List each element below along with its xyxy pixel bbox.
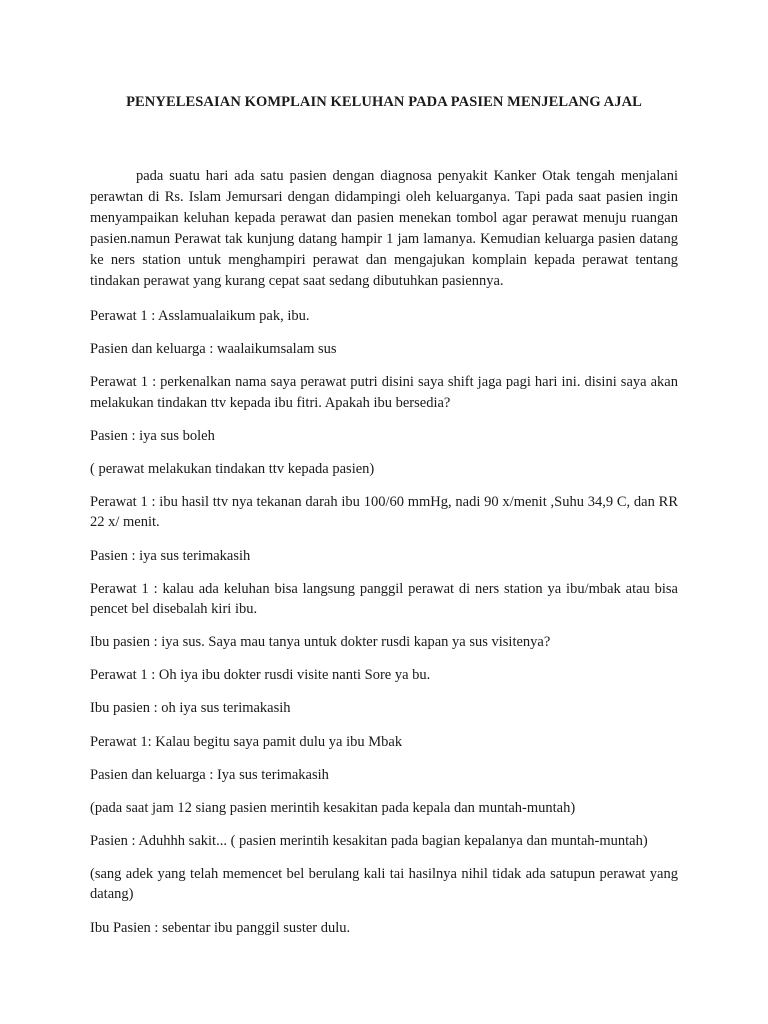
dialogue-line: Perawat 1 : perkenalkan nama saya perawat putri disini saya shift jaga pagi hari ini. disini saya akan melakukan tindakan ttv kepada ibu fitri. Apakah ibu bersedia? <box>90 374 678 411</box>
dialogue-line: Perawat 1 : kalau ada keluhan bisa langsung panggil perawat di ners station ya ibu/mbak atau bisa pencet bel disebalah kiri ibu. <box>90 580 678 618</box>
dialogue-line: Ibu pasien : oh iya sus terimakasih <box>90 700 291 717</box>
dialogue-line: Pasien : iya sus terimakasih <box>90 547 251 564</box>
dialogue-line: Pasien : Aduhhh sakit... ( pasien merintih kesakitan pada bagian kepalanya dan muntah-muntah) <box>90 832 648 849</box>
document-title: PENYELESAIAN KOMPLAIN KELUHAN PADA PASIEN MENJELANG AJAL <box>126 94 642 110</box>
dialogue-line: Perawat 1 : Asslamualaikum pak, ibu. <box>90 308 310 324</box>
dialogue-line: Pasien dan keluarga : waalaikumsalam sus <box>90 341 337 358</box>
dialogue-line: Ibu pasien : iya sus. Saya mau tanya untuk dokter rusdi kapan ya sus visitenya? <box>90 634 551 651</box>
intro-paragraph: pada suatu hari ada satu pasien dengan diagnosa penyakit Kanker Otak tengah menjalani perawtan di Rs. Islam Jemursari dengan didampingi oleh keluarganya. Tapi pada saat pasien ingin menyampaikan keluhan kepada perawat dan pasien menekan tombol agar perawat menuju ruangan pasien.namun Perawat tak kunjung datang hampir 1 jam lamanya. Kemudian keluarga pasien datang ke ners station untuk menghampiri perawat dan mengajukan komplain kepada perawat tentang tindakan perawat yang kurang cepat saat sedang dibutuhkan pasiennya. <box>90 168 678 289</box>
dialogue-line: Ibu Pasien : sebentar ibu panggil suster dulu. <box>90 919 351 936</box>
dialogue-line: Perawat 1 : ibu hasil ttv nya tekanan darah ibu 100/60 mmHg, nadi 90 x/menit ,Suhu 34,9 C, dan RR 22 x/ menit. <box>90 493 678 531</box>
dialogue-line: Pasien dan keluarga : Iya sus terimakasih <box>90 766 329 783</box>
stage-direction: ( perawat melakukan tindakan ttv kepada pasien) <box>90 460 375 477</box>
stage-direction: (sang adek yang telah memencet bel berulang kali tai hasilnya nihil tidak ada satupun perawat yang datang) <box>90 865 678 903</box>
dialogue-line: Perawat 1 : Oh iya ibu dokter rusdi visite nanti Sore ya bu. <box>90 667 431 684</box>
stage-direction: (pada saat jam 12 siang pasien merintih kesakitan pada kepala dan muntah-muntah) <box>90 799 576 816</box>
dialogue-line: Pasien : iya sus boleh <box>90 427 215 444</box>
dialogue-line: Perawat 1: Kalau begitu saya pamit dulu ya ibu Mbak <box>90 733 403 750</box>
